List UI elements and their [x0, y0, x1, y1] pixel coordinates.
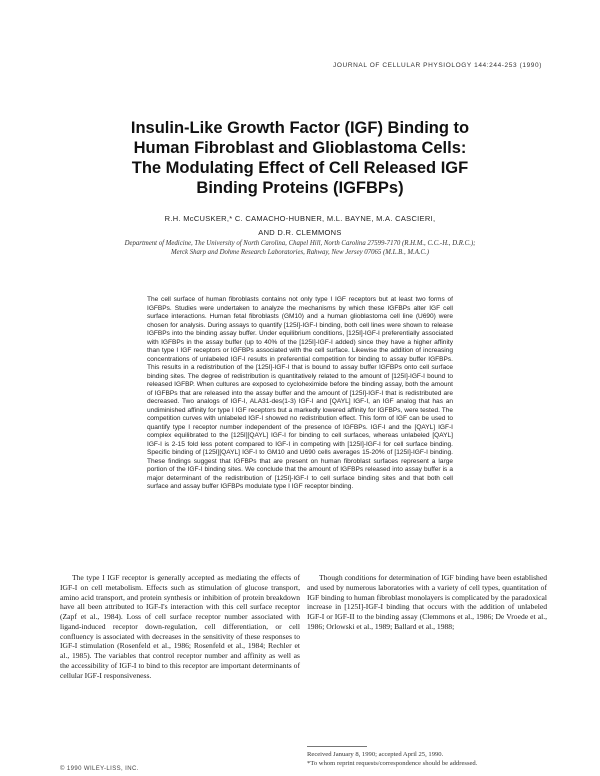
footnote-rule	[307, 746, 367, 747]
left-column	[60, 573, 300, 680]
received-date: Received January 8, 1990; accepted April 25, 1990.	[307, 751, 444, 758]
article-title	[70, 118, 530, 198]
affiliation: Department of Medicine, The University of North Carolina, Chapel Hill, North Carolina 27599-7170 (R.H.M., C.C.-H., D.R.C.); Merck Sharp and Dohme Research Laboratories, Rahway, New Jersey 07065 (M.L.B., M.A.C.)	[124, 240, 476, 256]
authors-line-1: R.H. McCUSKER,* C. CAMACHO-HUBNER, M.L. BAYNE, M.A. CASCIERI,	[164, 214, 436, 223]
copyright-footer: © 1990 WILEY-LISS, INC.	[60, 766, 139, 772]
title-line: Binding Proteins (IGFBPs)	[196, 179, 404, 197]
body-paragraph: Though conditions for determination of IGF binding have been established and used by numerous laboratories with a variety of cell types, quantitation of IGF binding to human fibroblast monolayers is complicated by the paradoxical increase in [125I]-IGF-I binding that occurs with the addition of unlabeled IGF-I or IGF-II to the binding assay (Clemmons et al., 1986; De Vroede et al., 1986; Orlowski et al., 1989; Ballard et al., 1988;	[307, 573, 547, 631]
body-paragraph: The type I IGF receptor is generally accepted as mediating the effects of IGF-I on cell metabolism. Effects such as stimulation of glucose transport, amino acid transport, and protein synthesis or inhibition of protein breakdown have all been attributed to IGF-I's interaction with this cell surface receptor (Zapf et al., 1984). Loss of cell surface receptor number associated with ligand-induced receptor down-regulation, cell differentiation, or cell confluency is associated with decreases in the sensitivity of these responses to IGF-I stimulation (Rosenfeld et al., 1986; Rosenfeld et al., 1984; Rechler et al., 1985). The variables that control receptor number and affinity as well as the accessibility of IGF-I to bind to this receptor are important determinants of cellular IGF-I responsiveness.	[60, 573, 300, 680]
journal-header: JOURNAL OF CELLULAR PHYSIOLOGY 144:244-253 (1990)	[333, 62, 542, 69]
authors-line-2: AND D.R. CLEMMONS	[258, 228, 342, 237]
title-line: Insulin-Like Growth Factor (IGF) Binding to	[130, 119, 470, 137]
right-column	[307, 573, 547, 632]
footnotes	[307, 750, 547, 768]
abstract: The cell surface of human fibroblasts contains not only type I IGF receptors but at least two forms of IGFBPs. Studies were undertaken to analyze the mechanisms by which these IGFBPs alter IGF cell surface interactions. Human fetal fibroblasts (GM10) and a human glioblastoma cell line (U690) were chosen for analysis. During assays to quantify [125I]-IGF-I binding, both cell lines were shown to release IGFBPs into the binding assay buffer. Under equilibrium conditions, [125I]-IGF-I preferentially associated with IGFBPs in the assay buffer (up to 40% of the [125I]-IGF-I added) since they have a higher affinity than type I IGF receptors or IGFBPs associated with the cell surface. Likewise the addition of increasing concentrations of unlabeled IGF-I results in preferential competition for binding to assay buffer IGFBPs. This results in a redistribution of the [125I]-IGF-I that is bound to assay buffer IGFBPs onto cell surface binding sites. The degree of redistribution is quantitatively related to the amount of [125I]-IGF-I bound to released IGFBP. When cultures are exposed to cycloheximide before the binding assay, both the amount of IGFBPs that are released into the assay buffer and the amount of [125I]-IGF-I that is redistributed are decreased. Two analogs of IGF-I, ALA31-des(1-3) IGF-I and [QAYL] IGF-I, an IGF analog that has an undiminished affinity for type I IGF receptors but a markedly lowered affinity for IGFBPs, were tested. The competition curves with unlabeled IGF-I showed no redistribution effect. This form of IGF can be used to quantify type I receptor number independent of the presence of IGFBPs. IGF-I and the [QAYL] IGF-I complex equilibrated to the [125I][QAYL] IGF-I for binding to cell surfaces, whereas unlabeled [QAYL] IGF-I is 2-15 fold less potent compared to IGF-I in competing with [125I]-IGF-I for cell surface binding. Specific binding of [125I][QAYL] IGF-I to GM10 and U690 cells averages 15-20% of [125I]-IGF-I binding. These findings suggest that IGFBPs that are present on human fibroblast surfaces represent a large portion of the IGF-I binding sites. We conclude that the amount of IGFBPs released into assay buffer is a major determinant of the redistribution of [125I]-IGF-I to cell surface binding sites and that both cell surface and assay buffer IGFBPs modulate type I IGF receptor binding.	[147, 296, 453, 490]
title-line: Human Fibroblast and Glioblastoma Cells:	[133, 139, 467, 157]
correspondence-note: *To whom reprint requests/correspondence should be addressed.	[307, 760, 478, 767]
title-line: The Modulating Effect of Cell Released IGF	[131, 159, 469, 177]
